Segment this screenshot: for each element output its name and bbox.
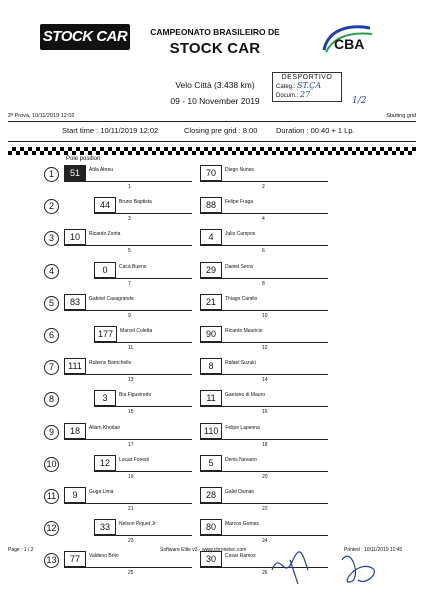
car-number: 21 xyxy=(200,294,222,310)
championship-title: STOCK CAR xyxy=(169,40,261,57)
driver-name: Rafael Suzuki xyxy=(225,360,256,367)
divider xyxy=(8,141,416,142)
driver-name: Ricardo Zonta xyxy=(89,231,121,238)
grid-slot xyxy=(64,166,113,181)
grid-position: 24 xyxy=(262,538,268,545)
car-number: 88 xyxy=(200,197,222,213)
duration: Duration : 00:40 + 1 Lp. xyxy=(276,126,355,135)
grid-row-number: 5 xyxy=(44,296,59,311)
driver-name: Gabriel Casagrande xyxy=(89,295,134,302)
driver-name: Daniel Serra xyxy=(225,263,253,270)
grid-position: 3 xyxy=(128,216,131,223)
car-number: 111 xyxy=(64,358,86,374)
printed-time: Printed : 10/11/2019 11:45 xyxy=(344,547,403,553)
grid-position: 7 xyxy=(128,280,131,287)
car-number: 4 xyxy=(200,229,222,245)
slot-underline xyxy=(200,374,328,375)
grid-position: 19 xyxy=(128,473,134,480)
slot-underline xyxy=(200,342,328,343)
grid-slot xyxy=(94,456,149,471)
grid-slot xyxy=(200,552,256,567)
car-number: 110 xyxy=(200,423,222,439)
driver-name: Thiago Camilo xyxy=(225,295,258,302)
slot-underline xyxy=(94,535,192,536)
car-number: 10 xyxy=(64,229,86,245)
slot-underline xyxy=(200,471,328,472)
document-type: Starting grid xyxy=(386,113,416,119)
driver-name: Felipe Lapenna xyxy=(225,424,260,431)
divider xyxy=(8,121,416,122)
cba-logo xyxy=(318,22,376,56)
driver-name: Guga Lima xyxy=(89,489,114,495)
car-number: 80 xyxy=(200,519,222,535)
stock-car-logo: STOCK CAR xyxy=(40,24,130,50)
driver-name: Marcos Gomes xyxy=(225,521,259,528)
stamp-title: DESPORTIVO xyxy=(281,74,333,81)
slot-underline xyxy=(94,342,192,343)
grid-row-number: 2 xyxy=(44,199,59,214)
slot-underline xyxy=(200,310,328,311)
grid-row-number: 6 xyxy=(44,328,59,343)
grid-row-number: 3 xyxy=(44,231,59,246)
grid-slot xyxy=(200,488,254,503)
slot-underline xyxy=(64,439,192,440)
driver-name: Diego Nunes xyxy=(225,167,254,173)
slot-underline xyxy=(200,503,328,504)
grid-row-number: 1 xyxy=(44,167,59,182)
car-number: 177 xyxy=(94,326,117,342)
car-number: 11 xyxy=(200,390,222,406)
pole-position-label: Pole position xyxy=(66,156,101,162)
driver-name: Galid Osman xyxy=(225,489,255,495)
slot-underline xyxy=(200,406,328,407)
driver-name: Bruno Baptista xyxy=(119,199,152,206)
slot-underline xyxy=(64,181,192,182)
grid-slot xyxy=(64,230,120,245)
grid-position: 15 xyxy=(128,409,134,416)
grid-position: 26 xyxy=(262,570,268,577)
grid-slot xyxy=(200,263,253,278)
grid-slot xyxy=(200,359,256,374)
car-number: 28 xyxy=(200,487,222,503)
grid-slot xyxy=(64,295,134,310)
slot-underline xyxy=(200,278,328,279)
cba-logo-text: CBA xyxy=(334,36,365,52)
grid-row-number: 9 xyxy=(44,425,59,440)
grid-position: 8 xyxy=(262,280,265,287)
grid-slot xyxy=(94,391,151,406)
grid-row-number: 11 xyxy=(44,489,59,504)
event-dates: 09 - 10 November 2019 xyxy=(170,96,260,106)
driver-name: Cesar Ramos xyxy=(225,553,256,560)
driver-name: Lucas Foresti xyxy=(119,456,150,463)
championship-subtitle: CAMPEONATO BRASILEIRO DE xyxy=(150,27,280,37)
slot-underline xyxy=(94,471,192,472)
grid-slot xyxy=(64,552,119,567)
slot-underline xyxy=(64,245,192,246)
car-number: 9 xyxy=(64,487,86,503)
driver-name: Gaetano di Mauro xyxy=(225,392,266,399)
car-number: 33 xyxy=(94,519,116,535)
grid-position: 17 xyxy=(128,441,134,448)
car-number: 18 xyxy=(64,423,86,439)
driver-name: Rubens Barrichello xyxy=(89,360,132,367)
driver-name: Felipe Fraga xyxy=(225,199,254,206)
slot-underline xyxy=(200,245,328,246)
grid-position: 22 xyxy=(262,506,268,512)
stamp-docum-value: 27 xyxy=(300,90,311,99)
slot-underline xyxy=(94,406,192,407)
closing-pre-grid: Closing pre grid : 8:00 xyxy=(184,126,258,135)
grid-position: 20 xyxy=(262,473,268,480)
grid-position: 10 xyxy=(262,312,268,319)
slot-underline xyxy=(200,535,328,536)
start-time: Start time : 10/11/2019 12:02 xyxy=(62,126,159,135)
grid-position: 23 xyxy=(128,538,134,545)
driver-name: Denis Navarro xyxy=(225,456,257,463)
software-credit: Software Elite v3 - www.chronelec.com xyxy=(160,547,247,553)
car-number: 44 xyxy=(94,197,116,213)
grid-position: 16 xyxy=(262,409,268,416)
grid-slot xyxy=(200,456,257,471)
grid-position: 13 xyxy=(128,377,134,384)
driver-name: Átila Abreu xyxy=(89,167,114,173)
grid-slot xyxy=(94,198,152,213)
car-number: 90 xyxy=(200,326,222,342)
driver-name: Ricardo Mauricio xyxy=(225,328,263,334)
driver-name: Bia Figueiredo xyxy=(119,392,152,399)
car-number: 3 xyxy=(94,390,116,406)
grid-slot xyxy=(64,488,113,503)
driver-name: Julio Campos xyxy=(225,231,256,238)
grid-position: 14 xyxy=(262,377,268,384)
slot-underline xyxy=(64,567,192,568)
car-number: 12 xyxy=(94,455,116,471)
grid-position: 1 xyxy=(128,184,131,190)
checkered-flag-band xyxy=(8,147,416,155)
event-name: Velo Città (3.438 km) xyxy=(175,80,255,90)
car-number: 83 xyxy=(64,294,86,310)
slot-underline xyxy=(200,439,328,440)
grid-position: 18 xyxy=(262,441,268,448)
grid-slot xyxy=(94,263,147,278)
grid-slot xyxy=(200,198,253,213)
page-number: Page : 1 / 2 xyxy=(8,547,34,553)
driver-name: Nelson Piquet Jr xyxy=(119,521,156,528)
grid-slot xyxy=(200,520,259,535)
car-number: 0 xyxy=(94,262,116,278)
driver-name: Cacá Bueno xyxy=(119,263,147,270)
stamp-categ-label: Categ.: xyxy=(276,84,296,90)
handwritten-page-number: 1/2 xyxy=(352,96,367,106)
slot-underline xyxy=(94,213,192,214)
grid-slot xyxy=(200,230,255,245)
driver-name: Marcel Coletta xyxy=(120,328,153,334)
stamp-docum-label: Docum.: xyxy=(276,93,299,99)
grid-row-number: 8 xyxy=(44,392,59,407)
signatures xyxy=(262,540,392,590)
grid-position: 5 xyxy=(128,248,131,255)
stamp-categ-value: ST.ÇA xyxy=(297,81,322,90)
slot-underline xyxy=(64,310,192,311)
car-number: 51 xyxy=(64,165,86,181)
grid-row-number: 12 xyxy=(44,521,59,536)
grid-position: 11 xyxy=(128,345,134,351)
grid-slot xyxy=(64,359,131,374)
car-number: 5 xyxy=(200,455,222,471)
grid-position: 21 xyxy=(128,506,134,512)
car-number: 77 xyxy=(64,551,86,567)
slot-underline xyxy=(200,181,328,182)
car-number: 70 xyxy=(200,165,222,181)
grid-row-number: 4 xyxy=(44,264,59,279)
grid-slot xyxy=(64,424,120,439)
car-number: 30 xyxy=(200,551,222,567)
grid-slot xyxy=(200,166,254,181)
driver-name: Valdeno Brito xyxy=(89,553,119,560)
grid-position: 4 xyxy=(262,216,265,223)
sport-stamp xyxy=(272,72,342,102)
grid-slot xyxy=(200,295,257,310)
grid-position: 2 xyxy=(262,184,265,190)
grid-position: 25 xyxy=(128,570,134,577)
grid-slot xyxy=(200,424,260,439)
slot-underline xyxy=(94,278,192,279)
grid-row-number: 10 xyxy=(44,457,59,472)
grid-position: 9 xyxy=(128,312,131,319)
car-number: 29 xyxy=(200,262,222,278)
session-info: 2ª Prova, 10/11/2019 12:02 xyxy=(8,113,75,119)
slot-underline xyxy=(200,213,328,214)
grid-slot xyxy=(200,327,263,342)
grid-slot xyxy=(200,391,265,406)
grid-position: 6 xyxy=(262,248,265,255)
grid-slot xyxy=(94,520,156,535)
grid-position: 12 xyxy=(262,345,268,351)
grid-slot xyxy=(94,327,152,342)
slot-underline xyxy=(64,374,192,375)
slot-underline xyxy=(64,503,192,504)
grid-row-number: 7 xyxy=(44,360,59,375)
car-number: 8 xyxy=(200,358,222,374)
grid-row-number: 13 xyxy=(44,553,59,568)
driver-name: Allam Khodair xyxy=(89,424,121,431)
